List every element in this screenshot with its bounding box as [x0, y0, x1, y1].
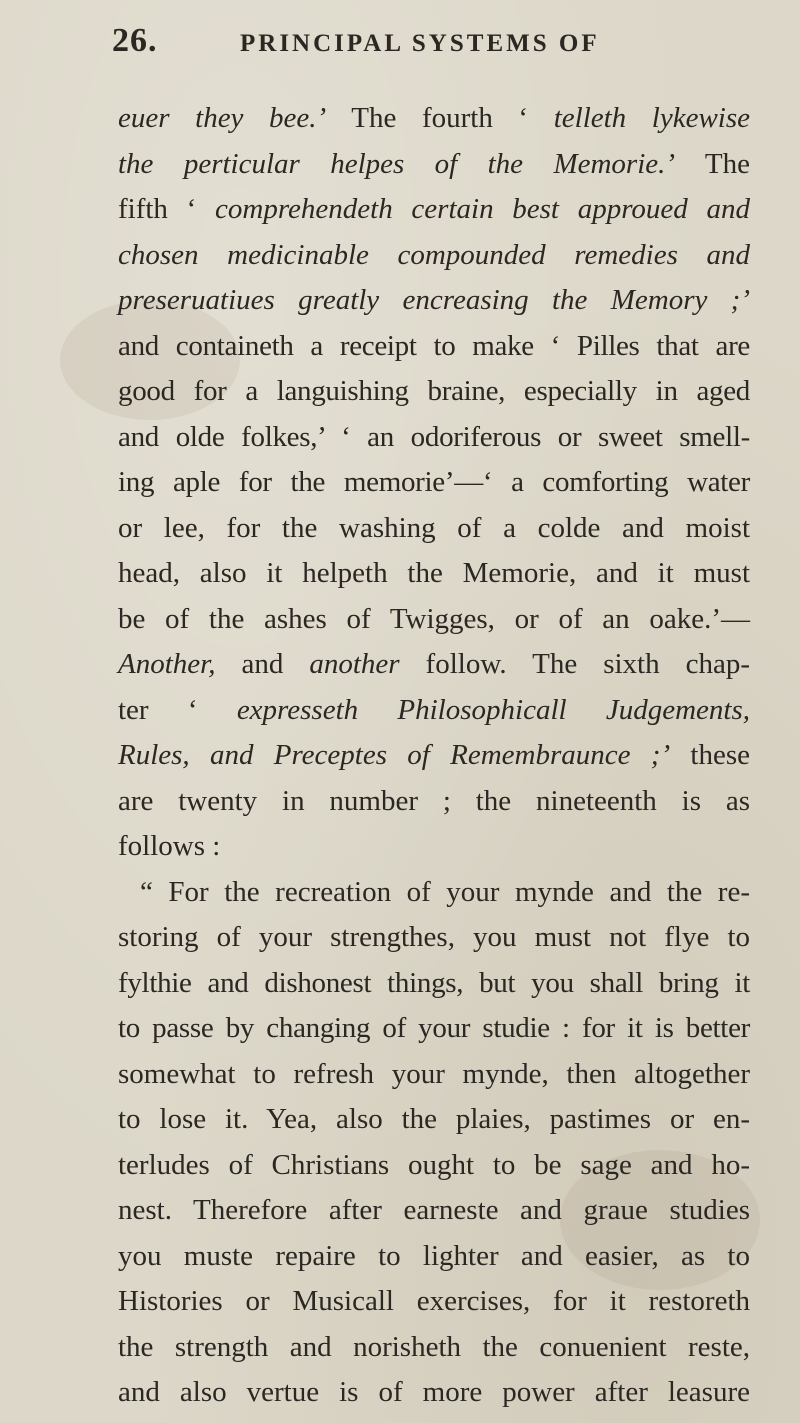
text-line-2: the perticular helpes of the Memorie.’ The	[118, 147, 750, 180]
text-line-3: fifth ‘ comprehendeth certain best approued and	[118, 193, 750, 225]
text-fragment: comprehendeth certain best approued and	[215, 193, 750, 225]
text-fragment: telleth lykewise	[553, 102, 751, 134]
text-fragment: Another,	[118, 648, 216, 680]
text-line-6: and containeth a receipt to make ‘ Pilles that are	[118, 329, 750, 362]
text-line-7: good for a languishing braine, especially in aged	[118, 375, 750, 407]
text-fragment: another	[309, 648, 400, 680]
text-line-24: terludes of Christians ought to be sage and ho-	[118, 1148, 750, 1181]
text-line-28: the strength and norisheth the conuenient reste,	[118, 1330, 750, 1363]
text-line-13: Another, and another follow. The sixth chap-	[118, 648, 750, 680]
text-line-9: ing aple for the memorie’—‘ a comforting water	[118, 466, 750, 498]
text-fragment: preseruatiues greatly encreasing the Memory ;’	[118, 284, 750, 316]
text-line-29: and also vertue is of more power after leasure	[118, 1376, 750, 1408]
body-text	[118, 96, 750, 1416]
text-fragment: euer they bee.’	[118, 102, 327, 134]
text-line-20: fylthie and dishonest things, but you shall bring it	[118, 966, 750, 999]
text-line-15: Rules, and Preceptes of Remembraunce ;’ these	[118, 739, 750, 771]
text-line-8: and olde folkes,’ ‘ an odoriferous or sweet smell-	[118, 420, 750, 453]
text-fragment: chosen medicinable compounded remedies and	[118, 238, 750, 271]
text-line-18: “ For the recreation of your mynde and the re-	[140, 875, 750, 908]
running-head: PRINCIPAL SYSTEMS OF	[240, 30, 600, 57]
text-line-16: are twenty in number ; the nineteenth is as	[118, 784, 750, 817]
text-line-25: nest. Therefore after earneste and graue studies	[118, 1194, 750, 1226]
text-line-27: Histories or Musicall exercises, for it restoreth	[118, 1285, 750, 1317]
text-line-23: to lose it. Yea, also the plaies, pastimes or en-	[118, 1103, 750, 1135]
text-fragment: the perticular helpes of the Memorie.’	[118, 147, 676, 180]
text-line-21: to passe by changing of your studie : for it is better	[118, 1012, 750, 1044]
text-fragment: Rules, and Preceptes of Remembraunce ;’	[118, 739, 671, 771]
text-line-22: somewhat to refresh your mynde, then altogether	[118, 1057, 750, 1090]
text-line-4	[118, 233, 750, 279]
page-header	[112, 22, 732, 66]
text-line-10: or lee, for the washing of a colde and moist	[118, 511, 750, 544]
text-line-17: follows :	[118, 830, 221, 862]
text-line-19: storing of your strengthes, you must not flye to	[118, 921, 750, 953]
text-line-26: you muste repaire to lighter and easier, as to	[118, 1239, 750, 1272]
text-line-1: euer they bee.’ The fourth ‘ telleth lykewise	[118, 102, 751, 134]
text-line-11: head, also it helpeth the Memorie, and it must	[118, 557, 750, 589]
text-line-12: be of the ashes of Twigges, or of an oake.’—	[118, 602, 750, 635]
text-line-14: ter ‘ expresseth Philosophicall Judgements,	[118, 693, 750, 726]
page-number: 26.	[112, 22, 158, 59]
text-fragment: expresseth Philosophicall Judgements,	[236, 693, 750, 726]
text-line-5	[118, 278, 750, 324]
